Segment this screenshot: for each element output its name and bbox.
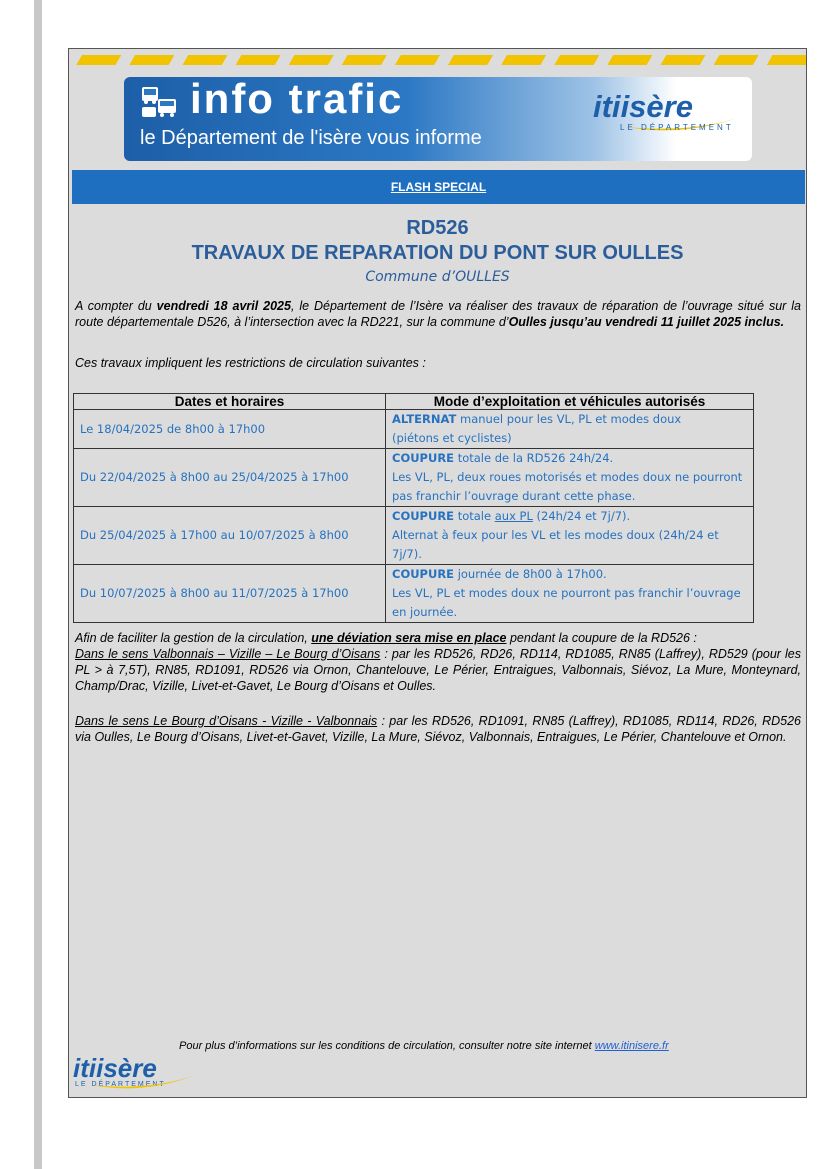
table-header-dates: Dates et horaires: [74, 394, 386, 410]
itinisere-logo-footer: itiisère: [73, 1053, 157, 1083]
logo-subtitle: LE DÉPARTEMENT: [620, 123, 734, 132]
table-row: [74, 449, 754, 507]
road-number: RD526: [406, 217, 469, 239]
row-date: Le 18/04/2025 de 8h00 à 17h00: [74, 410, 386, 449]
deviation-paragraph: Afin de faciliter la gestion de la circulation, une déviation sera mise en place pendant la coupure de la RD526 : Dans le sens Valbonnais – Vizille – Le Bourg d’Oisans : par les RD526, RD26, RD114, RD1085, RN85 (Laffrey), RD529 (pour les PL > à 7,5T), RN85, RD1091, RD526 via Ornon, Chantelouve, Le Périer, Entraigues, Valbonnais, Siévoz, La Mure, Monteynard, Champ/Drac, Vizille, Livet-et-Gavet, Le Bourg d’Oisans et Oulles.: [75, 631, 801, 693]
vehicles-icon: [140, 85, 178, 121]
schedule-table: [73, 393, 754, 623]
row-mode: ALTERNAT manuel pour les VL, PL et modes doux (piétons et cyclistes): [386, 410, 754, 449]
itinisere-logo: itiisère: [593, 89, 693, 124]
table-header-mode: Mode d’exploitation et véhicules autorisés: [386, 394, 754, 410]
intro-paragraph: A compter du vendredi 18 avril 2025, le Département de l’Isère va réaliser des travaux de réparation de l’ouvrage situé sur la route départementale D526, à l’intersection avec la RD221, sur la commune d’Oulles jusqu’au vendredi 11 juillet 2025 inclus.: [75, 299, 801, 329]
logo-swoosh-footer-icon: [89, 1073, 199, 1093]
row-mode: COUPURE journée de 8h00 à 17h00. Les VL, PL et modes doux ne pourront pas franchir l’ouvrage en journée.: [386, 565, 754, 623]
logo-subtitle-footer: LE DÉPARTEMENT: [75, 1081, 166, 1088]
flash-special-bar: FLASH SPECIAL: [72, 170, 805, 204]
banner-title: info trafic: [190, 77, 404, 122]
info-trafic-banner: [124, 77, 752, 161]
left-margin-bar: [34, 0, 42, 1169]
row-mode: COUPURE totale de la RD526 24h/24. Les VL, PL, deux roues motorisés et modes doux ne pourront pas franchir l’ouvrage durant cette phase.: [386, 449, 754, 507]
table-row: [74, 410, 754, 449]
footer-note: Pour plus d’informations sur les conditions de circulation, consulter notre site internet www.itinisere.fr: [179, 1040, 669, 1052]
intro-restrictions: Ces travaux impliquent les restrictions de circulation suivantes :: [75, 356, 426, 370]
row-date: Du 10/07/2025 à 8h00 au 11/07/2025 à 17h00: [74, 565, 386, 623]
row-mode: COUPURE totale aux PL (24h/24 et 7j/7). Alternat à feux pour les VL et les modes doux (24h/24 et 7j/7).: [386, 507, 754, 565]
row-date: Du 25/04/2025 à 17h00 au 10/07/2025 à 8h00: [74, 507, 386, 565]
table-row: [74, 507, 754, 565]
banner-subtitle: le Département de l'isère vous informe: [140, 127, 482, 149]
commune-line: Commune d’OULLES: [365, 269, 510, 285]
row-date: Du 22/04/2025 à 8h00 au 25/04/2025 à 17h00: [74, 449, 386, 507]
page-title: TRAVAUX DE REPARATION DU PONT SUR OULLES: [191, 242, 684, 264]
document-page: [68, 48, 807, 1098]
deviation-paragraph-2: Dans le sens Le Bourg d’Oisans - Vizille - Valbonnais : par les RD526, RD1091, RN85 (Laffrey), RD1085, RD114, RD26, RD526 via Oulles, Le Bourg d’Oisans, Livet-et-Gavet, Vizille, La Mure, Siévoz, Valbonnais, Entraigues, Le Périer, Chantelouve et Ornon.: [75, 714, 801, 744]
table-row: [74, 565, 754, 623]
website-link[interactable]: www.itinisere.fr: [594, 1040, 669, 1052]
hazard-stripes: [69, 55, 806, 65]
